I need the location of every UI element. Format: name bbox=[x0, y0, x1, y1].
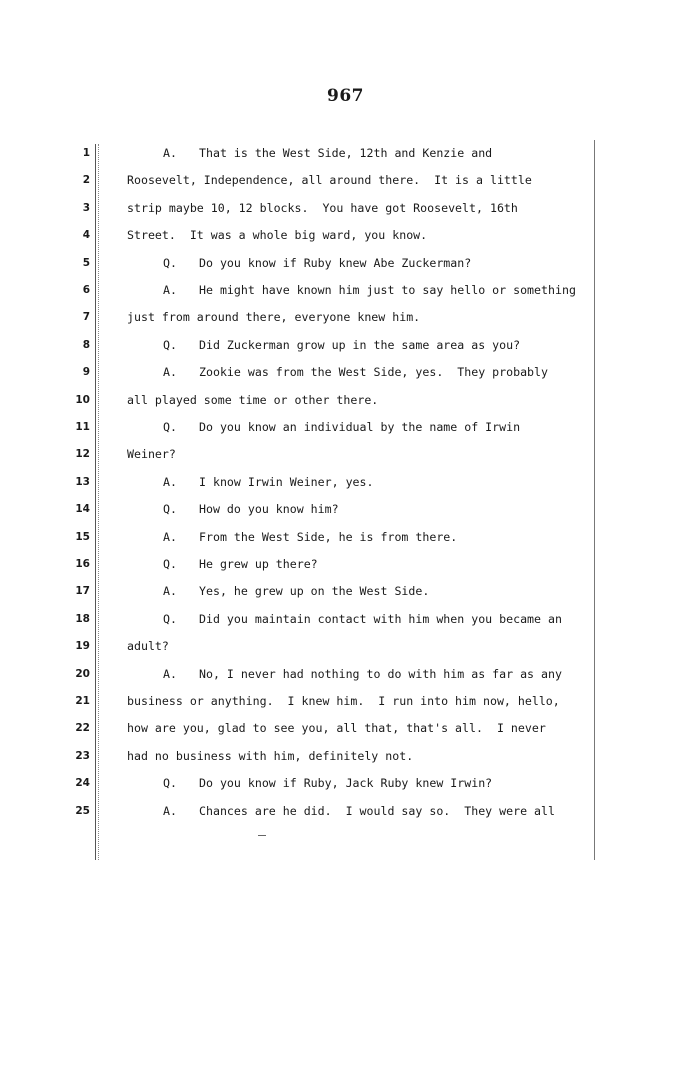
speaker-label: Q. bbox=[163, 337, 177, 352]
transcript-text: From the West Side, he is from there. bbox=[199, 529, 458, 544]
line-number: 13 bbox=[75, 475, 90, 488]
line-number: 18 bbox=[75, 612, 90, 625]
transcript-line bbox=[127, 475, 374, 489]
transcript-text: That is the West Side, 12th and Kenzie and bbox=[199, 146, 493, 160]
transcript-text: business or anything. I knew him. I run into him now, hello, bbox=[127, 694, 560, 708]
transcript-line bbox=[127, 393, 378, 407]
transcript-line bbox=[127, 447, 176, 461]
transcript-line bbox=[127, 173, 532, 187]
transcript-text: Yes, he grew up on the West Side. bbox=[199, 584, 430, 599]
line-number: 2 bbox=[82, 174, 90, 187]
transcript-line bbox=[127, 776, 492, 790]
right-margin-rule bbox=[594, 140, 595, 860]
speaker-label: A. bbox=[163, 283, 177, 297]
transcript-text: Do you know if Ruby knew Abe Zuckerman? bbox=[199, 255, 472, 270]
transcript-text: Street. It was a whole big ward, you know. bbox=[127, 228, 428, 243]
transcript-text: Do you know an individual by the name of Irwin bbox=[199, 420, 521, 434]
transcript-line bbox=[127, 310, 420, 324]
transcript-text: I know Irwin Weiner, yes. bbox=[199, 474, 374, 489]
left-margin-rule-dotted bbox=[98, 144, 99, 860]
transcript-line bbox=[127, 201, 518, 215]
line-number: 25 bbox=[75, 804, 90, 817]
line-number: 19 bbox=[75, 640, 90, 653]
speaker-label: Q. bbox=[163, 557, 177, 571]
transcript-text: all played some time or other there. bbox=[127, 392, 379, 407]
transcript-text: adult? bbox=[127, 639, 169, 654]
transcript-text: How do you know him? bbox=[199, 502, 339, 517]
transcript-line bbox=[127, 256, 471, 270]
line-number: 6 bbox=[82, 284, 90, 296]
line-number: 4 bbox=[82, 229, 90, 242]
transcript-line bbox=[127, 502, 339, 516]
speaker-label: A. bbox=[163, 803, 177, 818]
line-number: 3 bbox=[82, 201, 90, 214]
speaker-label: A. bbox=[163, 529, 177, 544]
line-number: 23 bbox=[75, 749, 90, 762]
line-number: 21 bbox=[75, 695, 90, 707]
transcript-text: Chances are he did. I would say so. They were all bbox=[199, 803, 555, 818]
line-number: 8 bbox=[82, 338, 90, 351]
transcript-line bbox=[127, 694, 560, 708]
speaker-label: Q. bbox=[163, 502, 177, 517]
transcript-text: strip maybe 10, 12 blocks. You have got Roosevelt, 16th bbox=[127, 200, 518, 215]
transcript-line bbox=[127, 639, 169, 653]
transcript-text: just from around there, everyone knew him. bbox=[127, 310, 421, 325]
transcript-line bbox=[127, 338, 520, 352]
line-number: 17 bbox=[75, 585, 90, 598]
transcript-text: Do you know if Ruby, Jack Ruby knew Irwin? bbox=[199, 776, 493, 791]
speaker-label: Q. bbox=[163, 420, 177, 434]
line-number: 12 bbox=[75, 448, 90, 461]
transcript-line bbox=[127, 804, 555, 818]
transcript-text: how are you, glad to see you, all that, that's all. I never bbox=[127, 721, 546, 736]
speaker-label: A. bbox=[163, 474, 177, 489]
transcript-text: He grew up there? bbox=[199, 557, 318, 571]
transcript-line bbox=[127, 584, 429, 598]
line-number: 9 bbox=[82, 366, 90, 379]
line-number: 10 bbox=[75, 393, 90, 406]
transcript-text: No, I never had nothing to do with him as far as any bbox=[199, 666, 562, 681]
transcript-line bbox=[127, 420, 520, 434]
speaker-label: Q. bbox=[163, 776, 177, 791]
speaker-label: Q. bbox=[163, 611, 177, 626]
speaker-label: A. bbox=[163, 146, 177, 160]
line-number: 15 bbox=[75, 530, 90, 543]
transcript-line bbox=[127, 146, 492, 160]
speaker-label: A. bbox=[163, 365, 177, 380]
line-number: 5 bbox=[82, 256, 90, 269]
transcript-text: He might have known him just to say hello or something bbox=[199, 283, 576, 297]
left-margin-rule bbox=[95, 144, 96, 860]
transcript-line bbox=[127, 365, 548, 379]
transcript-text: Roosevelt, Independence, all around there. It is a little bbox=[127, 173, 532, 188]
transcript-line bbox=[127, 530, 457, 544]
page-number: 967 bbox=[327, 86, 364, 106]
transcript-text: Did Zuckerman grow up in the same area as you? bbox=[199, 337, 521, 352]
line-number: 11 bbox=[75, 421, 90, 433]
transcript-line bbox=[127, 612, 562, 626]
stray-mark bbox=[258, 835, 266, 836]
transcript-line bbox=[127, 283, 576, 297]
transcript-text: had no business with him, definitely not. bbox=[127, 748, 414, 763]
line-number: 14 bbox=[75, 503, 90, 516]
transcript-text: Weiner? bbox=[127, 447, 176, 462]
line-number: 22 bbox=[75, 722, 90, 735]
line-number: 7 bbox=[82, 311, 90, 324]
transcript-text: Zookie was from the West Side, yes. They probably bbox=[199, 365, 549, 380]
transcript-line bbox=[127, 228, 427, 242]
line-number: 20 bbox=[75, 667, 90, 680]
transcript-line bbox=[127, 667, 562, 681]
speaker-label: A. bbox=[163, 666, 177, 681]
line-number: 24 bbox=[75, 777, 90, 790]
transcript-line bbox=[127, 749, 413, 763]
transcript-line bbox=[127, 721, 546, 735]
speaker-label: A. bbox=[163, 584, 177, 599]
line-number: 1 bbox=[82, 147, 90, 159]
transcript-line bbox=[127, 557, 318, 571]
line-number: 16 bbox=[75, 558, 90, 570]
transcript-text: Did you maintain contact with him when you became an bbox=[199, 611, 562, 626]
speaker-label: Q. bbox=[163, 255, 177, 270]
